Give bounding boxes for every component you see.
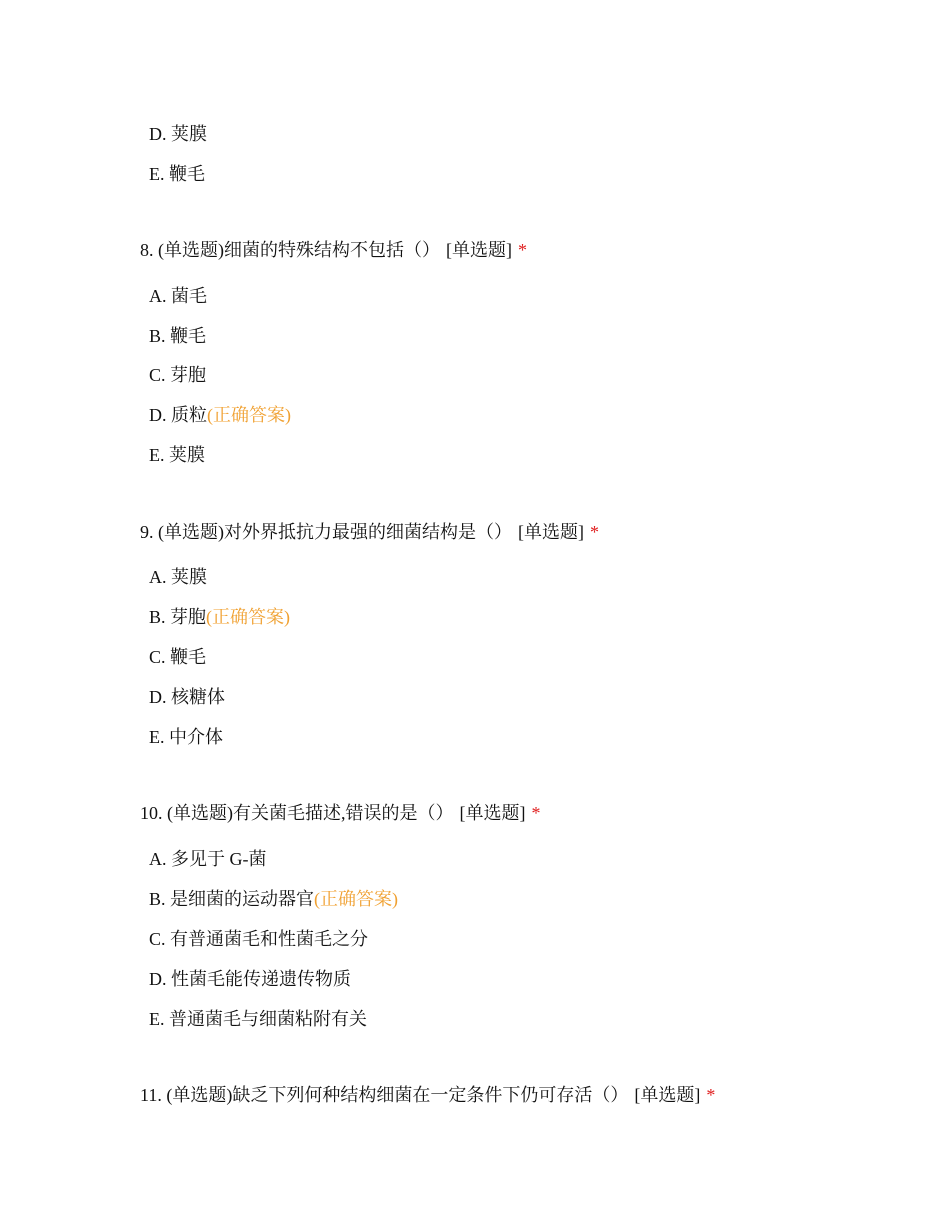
option-label: A. 菌毛 [149, 286, 207, 306]
question-type-tag: [单选题] [446, 240, 512, 260]
option-label: A. 多见于 G-菌 [149, 849, 267, 869]
option-label: E. 中介体 [149, 727, 223, 747]
question-title [140, 239, 527, 261]
option-a [149, 566, 207, 588]
correct-answer-tag: (正确答案) [206, 607, 291, 627]
option-e [149, 163, 205, 185]
option-label: D. 性菌毛能传递遗传物质 [149, 969, 351, 989]
option-e [149, 1008, 367, 1030]
option-label: E. 荚膜 [149, 445, 205, 465]
option-d [149, 404, 291, 426]
option-label: C. 鞭毛 [149, 647, 207, 667]
option-b [149, 325, 206, 347]
question-text: 10. (单选题)有关菌毛描述,错误的是（） [140, 803, 454, 823]
option-e [149, 444, 205, 466]
question-type-tag: [单选题] [634, 1085, 701, 1105]
correct-answer-tag: (正确答案) [314, 889, 399, 909]
option-label: D. 荚膜 [149, 124, 207, 144]
option-e [149, 726, 223, 748]
option-label: E. 鞭毛 [149, 164, 205, 184]
option-label: B. 是细菌的运动器官 [149, 889, 315, 909]
option-b [149, 888, 398, 910]
option-label: D. 质粒 [149, 405, 207, 425]
question-text: 8. (单选题)细菌的特殊结构不包括（） [140, 240, 440, 260]
option-label: A. 荚膜 [149, 567, 207, 587]
question-text: 9. (单选题)对外界抵抗力最强的细菌结构是（） [140, 522, 512, 542]
option-label: C. 有普通菌毛和性菌毛之分 [149, 929, 369, 949]
correct-answer-tag: (正确答案) [207, 405, 291, 425]
required-marker: * [706, 1085, 716, 1105]
option-a [149, 285, 207, 307]
required-marker: * [590, 522, 599, 542]
option-b [149, 606, 290, 628]
question-title [140, 802, 541, 824]
option-label: D. 核糖体 [149, 687, 225, 707]
option-c [149, 364, 206, 386]
question-text: 11. (单选题)缺乏下列何种结构细菌在一定条件下仍可存活（） [140, 1085, 629, 1105]
question-title [140, 521, 599, 543]
option-c [149, 646, 206, 668]
question-title [140, 1084, 715, 1106]
option-c [149, 928, 368, 950]
required-marker: * [518, 240, 527, 260]
option-a [149, 848, 267, 870]
option-d [149, 968, 351, 990]
option-label: E. 普通菌毛与细菌粘附有关 [149, 1009, 367, 1029]
option-label: B. 鞭毛 [149, 326, 207, 346]
option-d [149, 123, 207, 145]
question-type-tag: [单选题] [459, 803, 526, 823]
option-label: C. 芽胞 [149, 365, 207, 385]
question-type-tag: [单选题] [518, 522, 584, 542]
option-d [149, 686, 225, 708]
required-marker: * [531, 803, 541, 823]
option-label: B. 芽胞 [149, 607, 207, 627]
